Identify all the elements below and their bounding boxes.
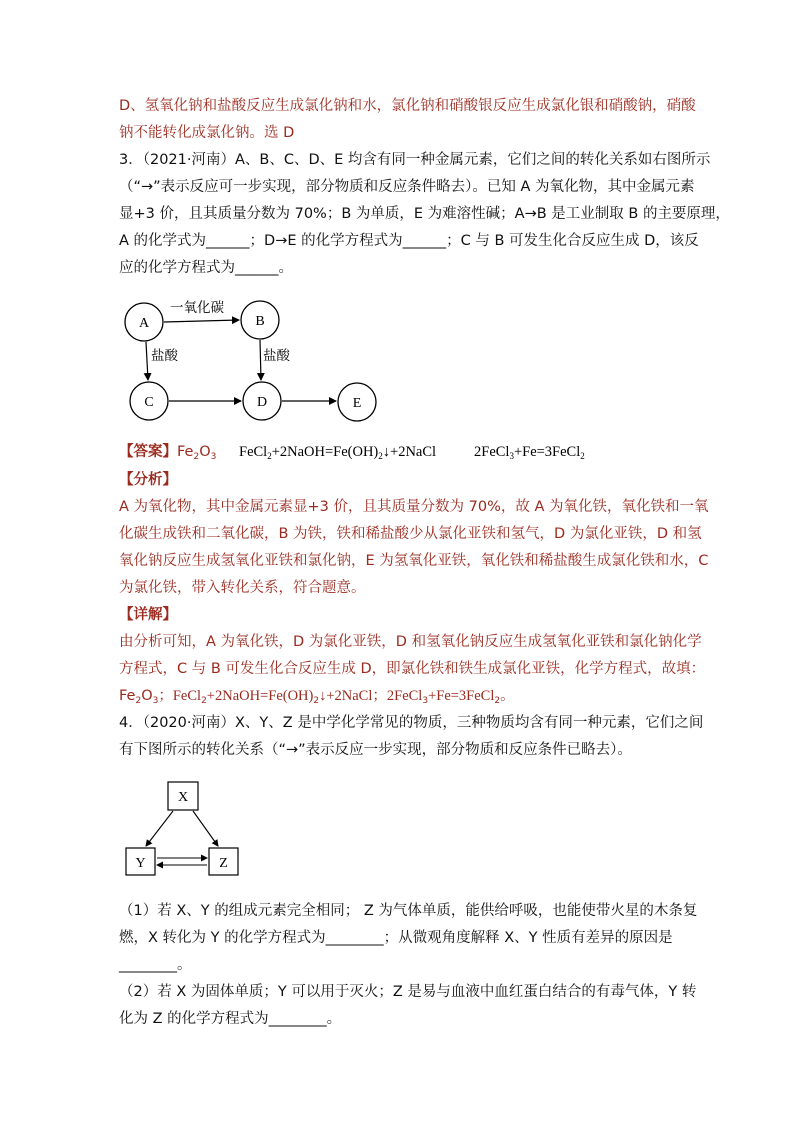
q4-sub1-line3: ________。 <box>119 957 192 973</box>
arrow-a-to-c <box>146 342 148 380</box>
q4-sub1-line2: 燃，X 转化为 Y 的化学方程式为________；从微观角度解释 X、Y 性质有差异的原因是 <box>119 930 673 946</box>
detail-tag: 【详解】 <box>119 607 177 623</box>
node-b-label: B <box>255 314 265 329</box>
q3-stem-line2: （“→”表示反应可一步实现，部分物质和反应条件略去）。已知 A 为氧化物，其中金属元素 <box>119 179 695 195</box>
analysis-line3: 氧化钠反应生成氢氧化亚铁和氯化钠，E 为氢氧化亚铁，氧化铁和稀盐酸生成氯化铁和水，C <box>119 553 709 569</box>
arrow-x-to-z <box>193 811 218 846</box>
answer-1: $Fe_2O_3$ <box>177 444 217 462</box>
detail-line1: 由分析可知，A 为氧化铁，D 为氯化亚铁，D 和氢氧化钠反应生成氢氧化亚铁和氯化钠化学 <box>119 634 702 650</box>
node-x-label: X <box>177 790 189 805</box>
node-z-label: Z <box>219 856 228 871</box>
answer-2: $FeCl_2+2NaOH=Fe(OH)_2↓+2NaCl$ <box>239 444 437 461</box>
q4-sub1-line1: （1）若 X、Y 的组成元素完全相同； Z 为气体单质，能供给呼吸，也能使带火星的木条复 <box>119 903 698 919</box>
q3-conversion-diagram <box>115 290 385 425</box>
analysis-line4: 为氯化铁，带入转化关系，符合题意。 <box>119 580 366 596</box>
q2-option-d-line1: D、氢氧化钠和盐酸反应生成氯化钠和水，氯化钠和硝酸银反应生成氯化银和硝酸钠，硝酸 <box>119 98 696 114</box>
label-b-to-d: 盐酸 <box>263 348 290 364</box>
answer-3: 2FeCl$_3$+Fe=3FeCl$_2$ <box>474 444 585 461</box>
node-e-label: E <box>352 396 362 411</box>
analysis-line2: 化碳生成铁和二氧化碳，B 为铁，铁和稀盐酸少从氯化亚铁和氢气，D 为氯化亚铁，D 和氢 <box>119 526 702 542</box>
detail-line2: 方程式，C 与 B 可发生化合反应生成 D，即氯化铁和铁生成氯化亚铁，化学方程式，故填： <box>119 661 706 677</box>
q3-stem-line3: 显+3 价，且其质量分数为 70%；B 为单质，E 为难溶性碱；A→B 是工业制取 B 的主要原理， <box>119 206 730 222</box>
q4-sub2-line2: 化为 Z 的化学方程式为________。 <box>119 1011 342 1027</box>
q2-option-d-line2: 钠不能转化成氯化钠。选 D <box>119 125 295 141</box>
node-d-label: D <box>256 395 268 410</box>
q4-conversion-diagram <box>118 776 248 882</box>
answer-tag: 【答案】 <box>119 444 177 460</box>
analysis-line1: A 为氧化物，其中金属元素显+3 价，且其质量分数为 70%，故 A 为氧化铁，氧化铁和一氧 <box>119 499 709 515</box>
label-a-to-c: 盐酸 <box>151 348 178 364</box>
node-c-label: C <box>144 395 154 410</box>
detail-line3: $Fe_2O_3$；$FeCl_2+2NaOH=Fe(OH)_2↓+2NaCl$；2FeCl$_3$+Fe=3FeCl$_2$。 <box>119 688 515 706</box>
q3-stem-line5: 应的化学方程式为______。 <box>119 260 293 276</box>
node-a-label: A <box>138 316 150 331</box>
arrow-b-to-d <box>260 340 261 380</box>
label-a-to-b: 一氧化碳 <box>170 300 224 316</box>
q4-stem-line1: 4．（2020·河南）X、Y、Z 是中学化学常见的物质，三种物质均含有同一种元素，它们之间 <box>119 715 704 731</box>
q3-stem-line1: 3．（2021·河南）A、B、C、D、E 均含有同一种金属元素，它们之间的转化关系如右图所示 <box>119 152 711 168</box>
q3-stem-line4: A 的化学式为______；D→E 的化学方程式为______；C 与 B 可发生化合反应生成 D，该反 <box>119 233 699 249</box>
arrow-x-to-y <box>146 811 173 846</box>
q3-answer-line <box>119 440 689 464</box>
analysis-tag: 【分析】 <box>119 472 177 488</box>
node-y-label: Y <box>135 856 146 871</box>
arrow-a-to-b <box>164 320 239 322</box>
q4-sub2-line1: （2）若 X 为固体单质；Y 可以用于灭火；Z 是易与血液中血红蛋白结合的有毒气体，Y 转 <box>119 984 697 1000</box>
q4-stem-line2: 有下图所示的转化关系（“→”表示反应一步实现，部分物质和反应条件已略去）。 <box>119 742 632 758</box>
